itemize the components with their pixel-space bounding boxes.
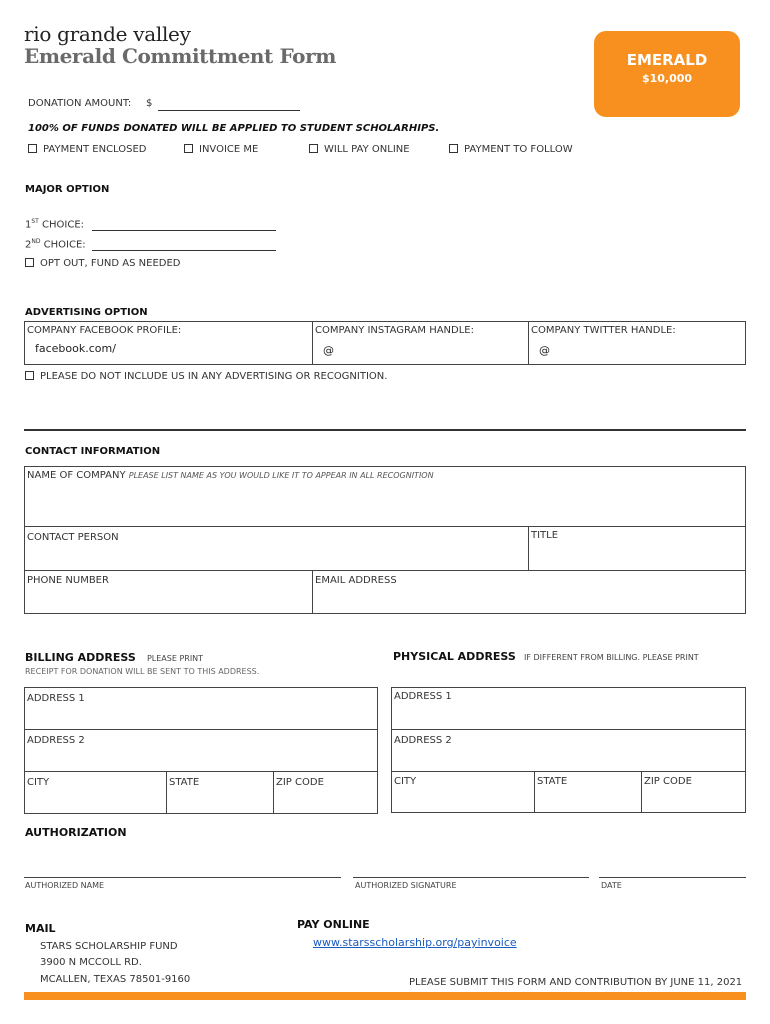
authorized-name-label: AUTHORIZED NAME [25, 881, 105, 890]
billing-heading: BILLING ADDRESS [25, 651, 136, 664]
level-badge [594, 31, 740, 117]
title-label: TITLE [531, 530, 559, 541]
mail-heading: MAIL [25, 922, 56, 935]
billing-city-cell[interactable] [25, 772, 167, 813]
checkbox-icon[interactable] [25, 258, 34, 267]
physical-heading: PHYSICAL ADDRESS [393, 650, 516, 663]
badge-amount: $10,000 [641, 72, 693, 85]
option-will-pay-online[interactable]: WILL PAY ONLINE [309, 144, 410, 155]
funds-note: 100% OF FUNDS DONATED WILL BE APPLIED TO STUDENT SCHOLARHIPS. [28, 123, 440, 134]
donation-amount-label: DONATION AMOUNT: [28, 98, 132, 109]
billing-city-label: CITY [27, 777, 50, 788]
billing-heading-row [25, 651, 203, 664]
first-choice-field[interactable] [92, 230, 276, 231]
physical-address1-cell[interactable] [392, 688, 745, 730]
physical-state-cell[interactable] [535, 772, 642, 812]
submission-deadline: PLEASE SUBMIT THIS FORM AND CONTRIBUTION BY JUNE 11, 2021 [409, 977, 743, 988]
advertising-table [24, 321, 746, 365]
billing-address2-label: ADDRESS 2 [27, 735, 85, 746]
contact-person-cell[interactable] [25, 527, 529, 571]
instagram-value: @ [323, 344, 334, 357]
contact-person-label: CONTACT PERSON [27, 532, 119, 543]
option-payment-to-follow[interactable]: PAYMENT TO FOLLOW [449, 144, 573, 155]
billing-address2-cell[interactable] [25, 730, 377, 772]
physical-zip-label: ZIP CODE [644, 776, 692, 787]
form-title: Emerald Committment Form [24, 44, 337, 68]
twitter-label: COMPANY TWITTER HANDLE: [531, 325, 676, 336]
facebook-value: facebook.com/ [35, 342, 116, 355]
option-payment-enclosed[interactable]: PAYMENT ENCLOSED [28, 144, 147, 155]
billing-state-label: STATE [169, 777, 200, 788]
currency-symbol: $ [146, 98, 153, 109]
mail-line3: MCALLEN, TEXAS 78501-9160 [40, 974, 191, 985]
advertising-heading: ADVERTISING OPTION [25, 307, 148, 318]
physical-state-label: STATE [537, 776, 568, 787]
authorized-name-field[interactable] [24, 877, 341, 878]
billing-zip-cell[interactable] [274, 772, 377, 813]
first-choice-label: 1ST CHOICE: [25, 218, 85, 231]
footer-accent-bar [24, 992, 746, 1000]
instagram-label: COMPANY INSTAGRAM HANDLE: [315, 325, 474, 336]
checkbox-icon[interactable] [28, 144, 37, 153]
advertising-exclude-option[interactable]: PLEASE DO NOT INCLUDE US IN ANY ADVERTISING OR RECOGNITION. [25, 371, 387, 382]
physical-address2-label: ADDRESS 2 [394, 735, 452, 746]
pay-online-heading: PAY ONLINE [297, 918, 370, 931]
physical-address2-cell[interactable] [392, 730, 745, 772]
billing-state-cell[interactable] [167, 772, 274, 813]
section-divider [24, 429, 746, 431]
instagram-cell[interactable] [313, 322, 529, 364]
major-option-heading: MAJOR OPTION [25, 184, 110, 195]
mail-line2: 3900 N MCCOLL RD. [40, 957, 142, 968]
pay-online-link[interactable]: www.starsscholarship.org/payinvoice [313, 936, 517, 949]
opt-out-option[interactable]: OPT OUT, FUND AS NEEDED [25, 258, 180, 269]
twitter-value: @ [539, 344, 550, 357]
billing-address1-cell[interactable] [25, 688, 377, 730]
donation-amount-field[interactable] [158, 110, 300, 111]
date-label: DATE [601, 881, 622, 890]
billing-hint: PLEASE PRINT [146, 654, 204, 663]
company-name-label: NAME OF COMPANY [27, 470, 126, 481]
title-cell[interactable] [529, 527, 745, 571]
second-choice-label: 2ND CHOICE: [25, 238, 86, 251]
authorized-signature-field[interactable] [353, 877, 589, 878]
physical-city-cell[interactable] [392, 772, 535, 812]
checkbox-icon[interactable] [184, 144, 193, 153]
second-choice-field[interactable] [92, 250, 276, 251]
contact-table [24, 466, 746, 614]
checkbox-icon[interactable] [309, 144, 318, 153]
billing-address1-label: ADDRESS 1 [27, 693, 85, 704]
facebook-cell[interactable] [25, 322, 313, 364]
billing-zip-label: ZIP CODE [276, 777, 324, 788]
company-name-hint: PLEASE LIST NAME AS YOU WOULD LIKE IT TO APPEAR IN ALL RECOGNITION [128, 471, 434, 480]
authorized-signature-label: AUTHORIZED SIGNATURE [355, 881, 457, 890]
physical-city-label: CITY [394, 776, 417, 787]
date-field[interactable] [599, 877, 746, 878]
email-cell[interactable] [313, 571, 745, 613]
org-name: rio grande valley [24, 22, 191, 46]
phone-label: PHONE NUMBER [27, 575, 109, 586]
billing-note: RECEIPT FOR DONATION WILL BE SENT TO THIS ADDRESS. [25, 667, 260, 676]
company-name-cell[interactable] [25, 467, 745, 527]
authorization-heading: AUTHORIZATION [25, 826, 127, 839]
checkbox-icon[interactable] [449, 144, 458, 153]
physical-hint: IF DIFFERENT FROM BILLING. PLEASE PRINT [523, 653, 699, 662]
twitter-cell[interactable] [529, 322, 745, 364]
physical-zip-cell[interactable] [642, 772, 745, 812]
option-invoice-me[interactable]: INVOICE ME [184, 144, 258, 155]
badge-level: EMERALD [626, 51, 708, 69]
physical-heading-row [393, 650, 699, 663]
physical-table [391, 687, 746, 813]
checkbox-icon[interactable] [25, 371, 34, 380]
email-label: EMAIL ADDRESS [315, 575, 397, 586]
mail-line1: STARS SCHOLARSHIP FUND [40, 941, 178, 952]
facebook-label: COMPANY FACEBOOK PROFILE: [27, 325, 182, 336]
contact-heading: CONTACT INFORMATION [25, 446, 161, 457]
billing-table [24, 687, 378, 814]
phone-cell[interactable] [25, 571, 313, 613]
physical-address1-label: ADDRESS 1 [394, 691, 452, 702]
